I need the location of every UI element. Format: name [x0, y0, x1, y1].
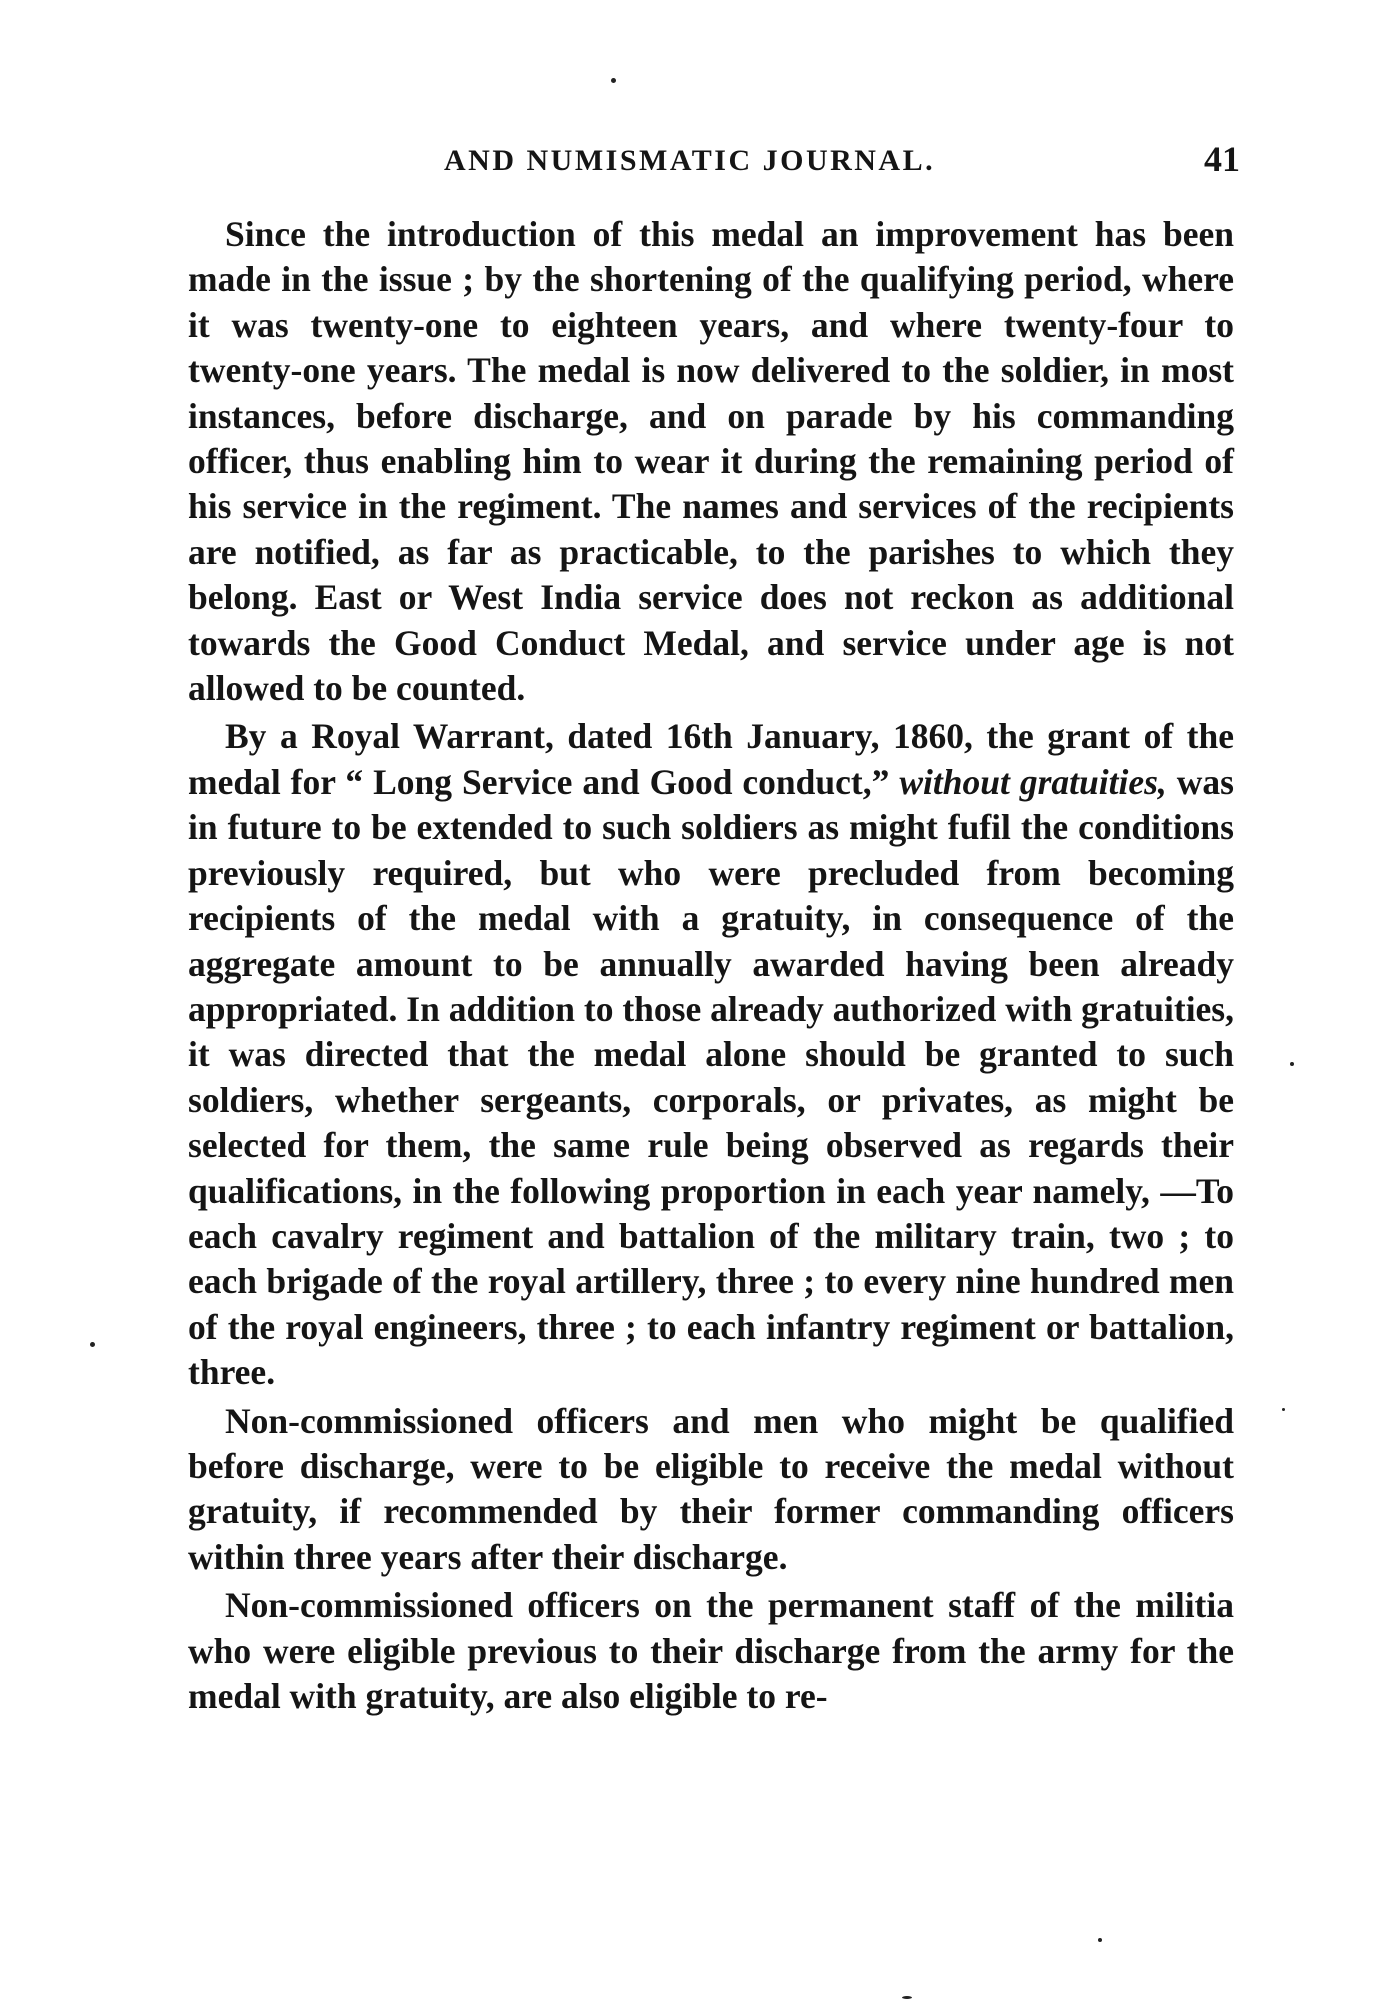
paragraph-4: Non-commissioned officers on the permanent staff of the militia who were eligible previous to their discharge from the army for the medal with gratuity, are also eligible to re- [188, 1585, 1234, 1716]
scan-speck-top [611, 78, 616, 83]
paragraph-2-rest: was in future to be extended to such soldiers as might fufil the conditions previously required, but who were precluded from becoming recipients of the medal with a gratuity, in consequence of the aggregate amount to be annually awarded having been already appropriated. In addition to those already authorized with gratuities, it was directed that the medal alone should be granted to such soldiers, whether sergeants, corporals, or privates, as might be selected for them, the same rule being observed as regards their qualifications, in the following proportion in each year namely, —To each cavalry regiment and battalion of the military train, two ; to each brigade of the royal artillery, three ; to every nine hundred men of the royal engineers, three ; to each infantry regiment or battalion, three. [188, 761, 1235, 1393]
paragraph-2 [188, 714, 1234, 1395]
scan-speck-bottom [1098, 1938, 1102, 1942]
body-text [188, 212, 1234, 1719]
scan-speck-right [1290, 1062, 1294, 1066]
page-number: 41 [1204, 139, 1240, 179]
running-title: AND NUMISMATIC JOURNAL. [444, 144, 936, 177]
scan-speck-right-2 [1282, 1408, 1285, 1411]
paragraph-1: Since the introduction of this medal an improvement has been made in the issue ; by the shortening of the qualifying period, where it was twenty-one to eighteen years, and where twenty-four to twenty-one years. The medal is now delivered to the soldier, in most instances, before discharge, and on parade by his commanding officer, thus enabling him to wear it during the remaining period of his service in the regiment. The names and services of the recipients are notified, as far as practicable, to the parishes to which they belong. East or West India service does not reckon as additional towards the Good Conduct Medal, and service under age is not allowed to be counted. [188, 214, 1234, 709]
italic-phrase: without gratuities, [899, 761, 1167, 802]
page-header [180, 138, 1240, 188]
scan-speck-footer [902, 1996, 912, 1999]
paragraph-2-lead: By a Royal Warrant, dated 16th January, 1860, the grant of the medal for “ Long Service and Good conduct,” [188, 716, 1234, 802]
scan-speck-left [90, 1342, 95, 1347]
paragraph-3: Non-commissioned officers and men who might be qualified before discharge, were to be eligible to receive the medal without gratuity, if recommended by their former commanding officers within three years after their discharge. [188, 1400, 1234, 1577]
